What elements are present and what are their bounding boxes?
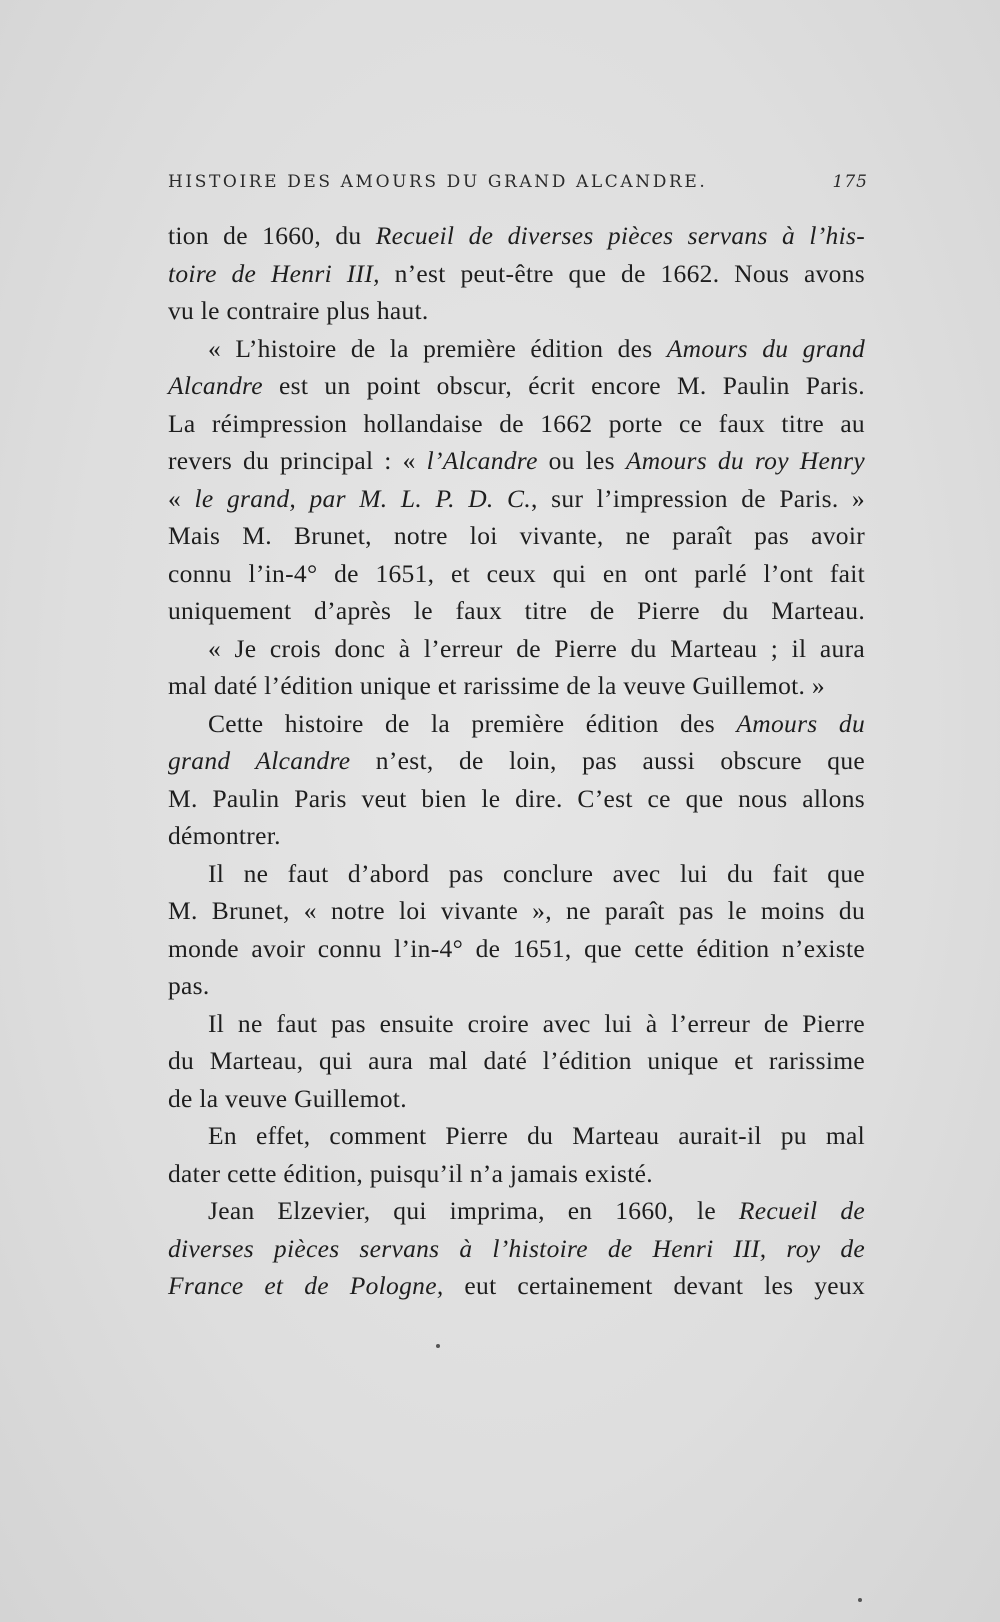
italic-run: diverses pièces servans à l’histoire de Henri III, roy de [168,1233,865,1263]
italic-run: grand Alcandre [168,746,351,775]
text-line [168,967,865,1005]
text-run: « Je crois donc à l’erreur de Pierre du Marteau ; il aura [208,633,865,663]
text-run: démontrer. [168,821,281,850]
text-run: La réimpression hollandaise de 1662 porte ce faux titre au [168,408,865,438]
text-run: dater cette édition, puisqu’il n’a jamais existé. [168,1158,653,1188]
italic-run: Recueil de [738,1196,865,1225]
text-line [168,292,865,330]
text-line [168,517,865,555]
text-line [168,480,865,518]
italic-run: Amours du [736,708,865,738]
text-run: de la veuve Guillemot. [168,1083,407,1113]
text-run: Il ne faut d’abord pas conclure avec lui du fait que [208,858,865,888]
italic-run: Alcandre [168,371,263,400]
text-line [168,1155,865,1193]
text-run: monde avoir connu l’in-4° de 1651, que cette édition n’existe [168,933,865,963]
text-run: , sur l’impression de Paris. » [531,483,865,513]
italic-run: Amours du roy Henry [625,446,865,475]
text-line [168,705,865,743]
running-title: HISTOIRE DES AMOURS DU GRAND ALCANDRE. [168,172,708,192]
text-line [168,892,865,930]
text-run: « L’histoire de la première édition des [208,333,667,363]
ink-speck [436,1344,440,1348]
text-run: eut certainement devant les yeux [443,1271,866,1300]
text-line [168,555,865,593]
text-run: M. Paulin Paris veut bien le dire. C’est ce que nous allons [168,783,865,813]
text-line [168,255,865,293]
italic-run: Amours du grand [666,333,866,363]
text-line [168,405,865,443]
text-line [168,1230,865,1268]
text-line [168,1117,865,1155]
text-line [168,667,865,705]
text-line [168,1267,865,1305]
text-run: uniquement d’après le faux titre de Pierre du Marteau. [168,596,865,625]
italic-run: Recueil de diverses pièces servans à l’his- [375,221,865,250]
text-line [168,217,865,255]
text-run: Cette histoire de la première édition des [208,708,737,738]
italic-run: l’Alcandre [426,446,538,475]
text-run: est un point obscur, écrit encore M. Paulin Paris. [262,371,865,400]
text-line [168,817,865,855]
running-head [168,172,868,192]
text-run: pas. [168,971,210,1000]
text-run: n’est peut-être que de 1662. Nous avons [379,258,865,288]
text-line [168,1080,865,1118]
text-line [168,855,865,893]
text-run: revers du principal : « [168,446,427,475]
text-line [168,630,865,668]
text-run: Jean Elzevier, qui imprima, en 1660, le [208,1196,739,1225]
text-run: M. Brunet, « notre loi vivante », ne paraît pas le moins du [168,896,865,925]
text-run: Il ne faut pas ensuite croire avec lui à l’erreur de Pierre [208,1008,865,1038]
text-line [168,1192,865,1230]
text-run: mal daté l’édition unique et rarissime de la veuve Guillemot. » [168,671,825,700]
text-run: Mais M. Brunet, notre loi vivante, ne paraît pas avoir [168,521,865,550]
text-run: En effet, comment Pierre du Marteau aurait-il pu mal [208,1121,865,1150]
text-run: connu l’in-4° de 1651, et ceux qui en ont parlé l’ont fait [168,558,865,588]
text-line [168,930,865,968]
ink-speck [858,1598,862,1602]
text-run: n’est, de loin, pas aussi obscure que [350,746,865,775]
text-run: vu le contraire plus haut. [168,296,429,325]
text-line [168,1005,865,1043]
text-line [168,442,865,480]
text-line [168,367,865,405]
text-line [168,1042,865,1080]
text-run: « [168,483,195,513]
text-line [168,742,865,780]
italic-run: toire de Henri III, [168,258,380,288]
text-run: ou les [537,446,626,475]
text-run: tion de 1660, du [168,221,376,250]
italic-run: le grand, par M. L. P. D. C. [194,483,532,513]
text-line [168,330,865,368]
text-run: du Marteau, qui aura mal daté l’édition unique et rarissime [168,1046,865,1075]
text-line [168,592,865,630]
italic-run: France et de Pologne, [168,1271,444,1300]
page-number: 175 [832,172,868,192]
body-text [168,217,865,1305]
text-line [168,780,865,818]
